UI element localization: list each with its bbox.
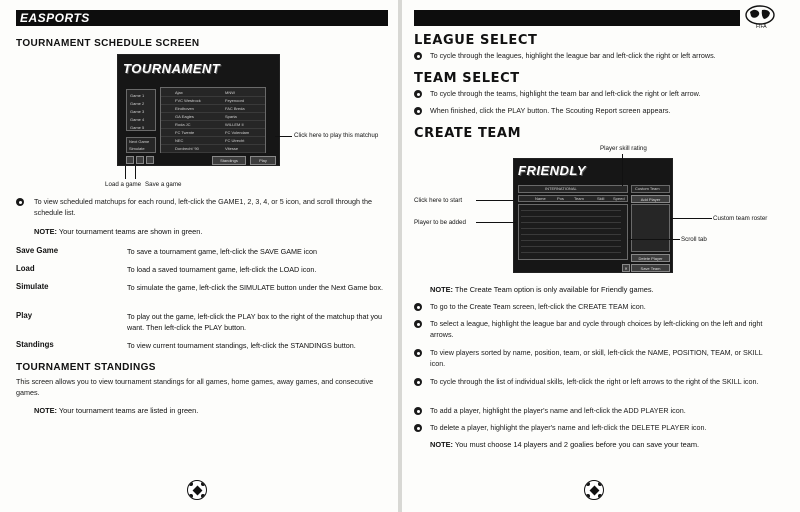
roster-requirement-note: NOTE: You must choose 14 players and 2 goalies before you can save your team. xyxy=(430,440,700,449)
game-1-icon[interactable]: Game 1 xyxy=(130,93,145,98)
close-icon[interactable]: ✕ xyxy=(622,264,630,272)
create-team-heading: CREATE TEAM xyxy=(414,126,522,141)
play-desc: To play out the game, left-click the PLAY box to the right of the matchup that you want. Then left-click the PLAY button. xyxy=(127,312,383,332)
game-3-icon[interactable]: Game 3 xyxy=(130,109,145,114)
matchup-row[interactable]: GA Eagles Sparta xyxy=(161,114,265,121)
matchup-row[interactable]: Ajax MNW xyxy=(161,90,265,97)
matchup-row[interactable]: Roda JC WILLEM II xyxy=(161,122,265,129)
simulate-desc: To simulate the game, left-click the SIMULATE button under the Next Game box. xyxy=(127,283,383,292)
save-game-icon[interactable] xyxy=(136,156,144,164)
league-select-heading: LEAGUE SELECT xyxy=(414,33,538,48)
standings-button[interactable]: Standings xyxy=(212,156,246,165)
create-team-bullet: To view players sorted by name, position, team, or skill, left-click the NAME, POSITION, TEAM, or SKILL icon. xyxy=(430,348,763,368)
next-game-box: Next Game Simulate xyxy=(126,137,156,153)
soccer-bullet-icon xyxy=(414,107,422,115)
game-5-icon[interactable]: Game 5 xyxy=(130,125,145,130)
tournament-note: NOTE: Your tournament teams are shown in green. xyxy=(34,227,203,236)
team-select-heading: TEAM SELECT xyxy=(414,71,520,86)
left-header-bar xyxy=(16,10,388,26)
custom-team-bar: Custom Team xyxy=(631,185,670,193)
league-bar[interactable]: INTERNATIONAL xyxy=(518,185,628,193)
soccer-ball-icon xyxy=(584,480,604,500)
matchup-row[interactable]: Dordrecht '90 Vitesse xyxy=(161,146,265,153)
soccer-bullet-icon xyxy=(16,198,24,206)
tournament-screen-title: TOURNAMENT xyxy=(123,61,221,76)
soccer-ball-icon xyxy=(187,480,207,500)
callout-line xyxy=(476,222,516,223)
scroll-tab-callout: Scroll tab xyxy=(681,236,707,243)
matchup-row[interactable]: NEC FC Utrecht xyxy=(161,138,265,145)
standings-paragraph: This screen allows you to view tournament standings for all games, home games, away games, and consecutive games. xyxy=(16,377,374,397)
standings-desc: To view current tournament standings, left-click the STANDINGS button. xyxy=(127,341,356,350)
page-gutter xyxy=(398,0,402,512)
matchup-row[interactable]: FC Twente FC Volendam xyxy=(161,130,265,137)
team-select-text-1: To cycle through the teams, highlight the team bar and left-click the right or left arrow. xyxy=(430,89,701,98)
sort-header-row xyxy=(518,195,628,202)
create-team-bullet: To select a league, highlight the league bar and cycle through choices by left-clicking on the left and right arrows. xyxy=(430,319,763,339)
tournament-screenshot xyxy=(117,54,280,166)
delete-player-button[interactable]: Delete Player xyxy=(631,254,670,262)
custom-roster-callout: Custom team roster xyxy=(713,215,768,222)
league-select-text: To cycle through the leagues, highlight the league bar and left-click the right or left arrows. xyxy=(430,51,716,60)
game-2-icon[interactable]: Game 2 xyxy=(130,101,145,106)
matchup-row[interactable]: FVC Westrock Feyenoord xyxy=(161,98,265,105)
soccer-bullet-icon xyxy=(414,320,422,328)
play-matchup-callout: Click here to play this matchup xyxy=(294,132,379,139)
soccer-bullet-icon xyxy=(414,378,422,386)
skill-rating-callout: Player skill rating xyxy=(600,145,647,152)
load-term: Load xyxy=(16,264,35,273)
soccer-bullet-icon xyxy=(414,424,422,432)
create-team-bullet: To go to the Create Team screen, left-click the CREATE TEAM icon. xyxy=(430,302,646,311)
soccer-bullet-icon xyxy=(414,303,422,311)
name-sort-icon[interactable]: Name xyxy=(535,196,546,201)
matchup-row[interactable]: Eindhoven FAC Breda xyxy=(161,106,265,113)
callout-line xyxy=(275,136,292,137)
player-list-panel[interactable] xyxy=(518,204,628,260)
callout-line xyxy=(135,166,136,179)
click-start-callout: Click here to start xyxy=(414,197,463,204)
fifa-label: FIFA xyxy=(756,24,767,30)
skill-sort-icon[interactable]: Skill xyxy=(597,196,605,201)
friendly-screen-title: FRIENDLY xyxy=(518,163,587,178)
callout-line xyxy=(670,218,712,219)
simulate-term: Simulate xyxy=(16,282,49,291)
play-button[interactable]: Play xyxy=(250,156,276,165)
load-icon[interactable] xyxy=(126,156,134,164)
custom-roster-panel[interactable] xyxy=(631,204,670,252)
create-team-screenshot xyxy=(513,158,673,273)
tournament-schedule-heading: TOURNAMENT SCHEDULE SCREEN xyxy=(16,38,200,49)
save-team-button[interactable]: Save Team xyxy=(631,264,670,272)
game-4-icon[interactable]: Game 4 xyxy=(130,117,145,122)
load-game-callout: Load a game xyxy=(105,181,142,188)
add-player-button[interactable]: Add Player xyxy=(631,195,670,203)
load-desc: To load a saved tournament game, left-click the LOAD icon. xyxy=(127,265,317,274)
soccer-bullet-icon xyxy=(414,407,422,415)
soccer-bullet-icon xyxy=(414,349,422,357)
callout-line xyxy=(476,200,516,201)
game-list-panel xyxy=(126,89,156,131)
schedule-intro-text: To view scheduled matchups for each round, left-click the GAME1, 2, 3, 4, or 5 icon, and scroll through the schedule list. xyxy=(34,197,372,217)
create-team-bullet: To cycle through the list of individual skills, left-click the right or left arrows to the right of the SKILL icon. xyxy=(430,377,759,386)
team-select-text-2: When finished, click the PLAY button. The Scouting Report screen appears. xyxy=(430,106,671,115)
save-game-desc: To save a tournament game, left-click the SAVE GAME icon xyxy=(127,247,318,256)
tournament-standings-heading: TOURNAMENT STANDINGS xyxy=(16,362,156,373)
player-added-callout: Player to be added xyxy=(414,219,466,226)
create-team-bullet: To delete a player, highlight the player's name and left-click the DELETE PLAYER icon. xyxy=(430,423,707,432)
callout-line xyxy=(628,239,680,240)
callout-line xyxy=(622,154,623,186)
team-sort-icon[interactable]: Team xyxy=(574,196,584,201)
ea-sports-logo: EASPORTS xyxy=(20,11,90,25)
right-header-bar xyxy=(414,10,740,26)
position-sort-icon[interactable]: Pos xyxy=(557,196,564,201)
simulate-button[interactable]: Simulate xyxy=(129,146,145,151)
play-term: Play xyxy=(16,311,33,320)
options-icon[interactable] xyxy=(146,156,154,164)
save-game-term: Save Game xyxy=(16,246,59,255)
skill-cycle-icon[interactable]: Speed xyxy=(613,196,625,201)
create-team-note: NOTE: The Create Team option is only available for Friendly games. xyxy=(430,285,654,294)
soccer-bullet-icon xyxy=(414,52,422,60)
save-game-callout: Save a game xyxy=(145,181,182,188)
matchup-list-panel xyxy=(160,87,266,153)
create-team-bullet: To add a player, highlight the player's name and left-click the ADD PLAYER icon. xyxy=(430,406,686,415)
callout-line xyxy=(125,166,126,179)
standings-term: Standings xyxy=(16,340,54,349)
soccer-bullet-icon xyxy=(414,90,422,98)
standings-note: NOTE: Your tournament teams are listed in green. xyxy=(34,406,199,415)
